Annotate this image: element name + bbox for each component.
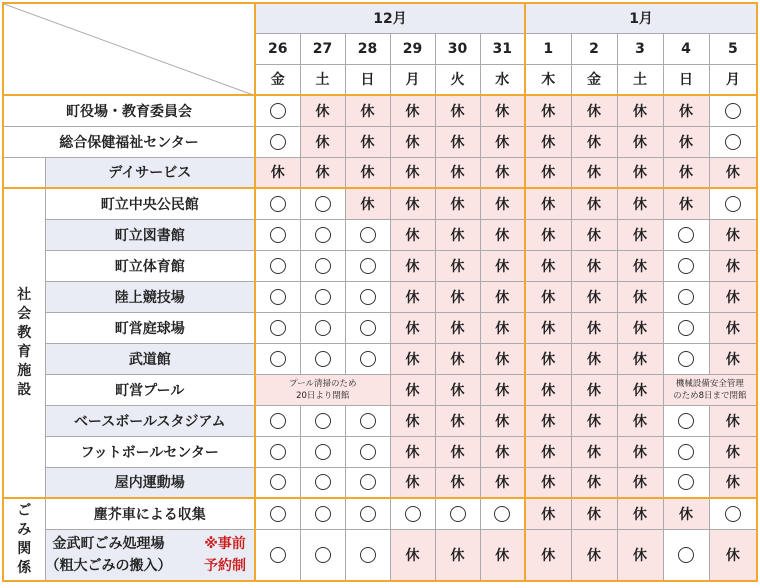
row-label: 武道館 — [45, 343, 255, 374]
day-number: 28 — [345, 33, 390, 64]
closed-cell: 休 — [663, 126, 709, 157]
open-cell — [709, 498, 757, 529]
circle-icon — [678, 474, 694, 490]
closed-cell: 休 — [480, 188, 525, 219]
row-label-waste-plant — [45, 529, 255, 581]
circle-icon — [360, 258, 376, 274]
closed-cell: 休 — [345, 126, 390, 157]
open-cell — [255, 281, 300, 312]
open-cell — [255, 312, 300, 343]
day-number: 1 — [525, 33, 571, 64]
waste-plant-name: 金武町ごみ処理場 — [52, 535, 165, 552]
corner-diagonal — [4, 4, 255, 95]
closed-cell: 休 — [525, 250, 571, 281]
closed-cell: 休 — [525, 405, 571, 436]
day-number: 4 — [663, 33, 709, 64]
weekday: 日 — [663, 64, 709, 95]
closed-cell: 休 — [525, 281, 571, 312]
group-label-char: 係 — [17, 559, 32, 576]
day-number: 2 — [571, 33, 617, 64]
closed-cell: 休 — [480, 343, 525, 374]
closed-cell: 休 — [617, 498, 663, 529]
closed-cell: 休 — [300, 95, 345, 126]
closed-cell: 休 — [300, 126, 345, 157]
closed-cell: 休 — [390, 405, 435, 436]
circle-icon — [678, 258, 694, 274]
closed-cell: 休 — [390, 157, 435, 188]
circle-icon — [315, 351, 331, 367]
closed-cell: 休 — [480, 467, 525, 498]
closed-cell: 休 — [390, 188, 435, 219]
closed-cell: 休 — [480, 529, 525, 581]
month-row — [3, 3, 757, 33]
circle-icon — [315, 547, 331, 563]
row-tennis — [3, 312, 757, 343]
open-cell — [255, 498, 300, 529]
row-football — [3, 436, 757, 467]
circle-icon — [315, 506, 331, 522]
group-label-char: ご — [17, 502, 32, 519]
row-label: 町役場・教育委員会 — [3, 95, 255, 126]
open-cell — [663, 436, 709, 467]
weekday: 木 — [525, 64, 571, 95]
closed-cell: 休 — [617, 405, 663, 436]
open-cell — [300, 250, 345, 281]
closed-cell: 休 — [480, 312, 525, 343]
open-cell — [663, 405, 709, 436]
closed-cell: 休 — [435, 281, 480, 312]
open-cell — [709, 188, 757, 219]
circle-icon — [678, 351, 694, 367]
day-number: 30 — [435, 33, 480, 64]
open-cell — [345, 312, 390, 343]
closed-cell: 休 — [663, 188, 709, 219]
circle-icon — [494, 506, 510, 522]
closed-cell: 休 — [480, 95, 525, 126]
closed-cell: 休 — [480, 405, 525, 436]
closed-cell: 休 — [571, 374, 617, 405]
closed-cell: 休 — [617, 467, 663, 498]
closed-cell: 休 — [617, 436, 663, 467]
open-cell — [300, 498, 345, 529]
open-cell — [300, 281, 345, 312]
closed-cell: 休 — [390, 529, 435, 581]
open-cell — [345, 250, 390, 281]
closed-cell: 休 — [709, 250, 757, 281]
circle-icon — [270, 320, 286, 336]
open-cell — [709, 126, 757, 157]
row-label: フットボールセンター — [45, 436, 255, 467]
closed-cell: 休 — [571, 157, 617, 188]
open-cell — [255, 126, 300, 157]
group-label-char: 設 — [17, 382, 32, 398]
closed-cell: 休 — [617, 95, 663, 126]
open-cell — [255, 95, 300, 126]
closed-cell: 休 — [390, 95, 435, 126]
circle-icon — [315, 320, 331, 336]
circle-icon — [270, 506, 286, 522]
circle-icon — [678, 227, 694, 243]
circle-icon — [270, 196, 286, 212]
closed-cell: 休 — [390, 374, 435, 405]
open-cell — [663, 250, 709, 281]
open-cell — [345, 219, 390, 250]
closed-cell: 休 — [663, 95, 709, 126]
open-cell — [255, 188, 300, 219]
closed-cell: 休 — [525, 343, 571, 374]
circle-icon — [315, 258, 331, 274]
closed-cell: 休 — [525, 498, 571, 529]
closed-cell: 休 — [525, 95, 571, 126]
open-cell — [300, 529, 345, 581]
closed-cell: 休 — [435, 219, 480, 250]
row-dust-cart — [3, 498, 757, 529]
weekday: 月 — [390, 64, 435, 95]
closed-cell: 休 — [571, 126, 617, 157]
row-label: デイサービス — [45, 157, 255, 188]
note-line: のため8日まで閉館 — [673, 390, 747, 401]
row-label: 屋内運動場 — [45, 467, 255, 498]
day-number: 3 — [617, 33, 663, 64]
circle-icon — [405, 506, 421, 522]
closed-cell: 休 — [480, 219, 525, 250]
open-cell — [255, 436, 300, 467]
closed-cell: 休 — [617, 374, 663, 405]
closed-cell: 休 — [709, 281, 757, 312]
open-cell — [300, 219, 345, 250]
closed-cell: 休 — [345, 188, 390, 219]
row-label: 塵芥車による収集 — [45, 498, 255, 529]
group-label-social — [3, 188, 45, 498]
row-welfare — [3, 126, 757, 157]
circle-icon — [360, 547, 376, 563]
group-label-char: 育 — [17, 344, 32, 360]
group-label-garbage — [3, 498, 45, 581]
group-label-char: 関 — [17, 540, 32, 557]
open-cell — [663, 219, 709, 250]
closed-cell: 休 — [435, 374, 480, 405]
closed-cell: 休 — [525, 126, 571, 157]
closed-cell: 休 — [571, 498, 617, 529]
closed-cell: 休 — [435, 95, 480, 126]
closed-cell: 休 — [525, 436, 571, 467]
day-number: 29 — [390, 33, 435, 64]
note-line: 機械設備安全管理 — [675, 378, 744, 389]
group-label-char: 会 — [17, 306, 32, 322]
closed-cell: 休 — [300, 157, 345, 188]
open-cell — [663, 343, 709, 374]
closed-cell: 休 — [571, 529, 617, 581]
open-cell — [663, 529, 709, 581]
open-cell — [345, 436, 390, 467]
closed-cell: 休 — [525, 374, 571, 405]
open-cell — [255, 467, 300, 498]
circle-icon — [360, 474, 376, 490]
row-label: 総合保健福祉センター — [3, 126, 255, 157]
closed-cell: 休 — [345, 157, 390, 188]
group-label-char: 社 — [17, 287, 32, 303]
open-cell — [300, 405, 345, 436]
open-cell — [300, 467, 345, 498]
closed-cell: 休 — [709, 157, 757, 188]
weekday: 火 — [435, 64, 480, 95]
closed-cell: 休 — [390, 250, 435, 281]
circle-icon — [360, 506, 376, 522]
closed-cell: 休 — [390, 436, 435, 467]
row-label: 町立中央公民館 — [45, 188, 255, 219]
weekday: 土 — [617, 64, 663, 95]
closed-cell: 休 — [525, 312, 571, 343]
reservation-note: 予約制 — [204, 557, 246, 574]
circle-icon — [270, 227, 286, 243]
closed-cell: 休 — [435, 250, 480, 281]
closed-cell: 休 — [525, 157, 571, 188]
closed-cell: 休 — [617, 343, 663, 374]
closed-cell: 休 — [617, 529, 663, 581]
row-label: 陸上競技場 — [45, 281, 255, 312]
closed-cell: 休 — [709, 467, 757, 498]
closed-cell: 休 — [709, 529, 757, 581]
circle-icon — [678, 444, 694, 460]
weekday: 金 — [255, 64, 300, 95]
open-cell — [663, 281, 709, 312]
row-day-service — [3, 157, 757, 188]
circle-icon — [270, 444, 286, 460]
circle-icon — [315, 413, 331, 429]
closed-cell: 休 — [480, 157, 525, 188]
circle-icon — [360, 227, 376, 243]
closed-cell: 休 — [709, 312, 757, 343]
closed-cell: 休 — [571, 343, 617, 374]
closed-cell: 休 — [617, 219, 663, 250]
closed-cell: 休 — [435, 529, 480, 581]
closed-cell: 休 — [480, 436, 525, 467]
closed-cell: 休 — [435, 405, 480, 436]
circle-icon — [315, 196, 331, 212]
circle-icon — [360, 351, 376, 367]
closed-cell: 休 — [435, 467, 480, 498]
closed-cell: 休 — [525, 467, 571, 498]
closed-cell: 休 — [435, 436, 480, 467]
closed-cell: 休 — [663, 498, 709, 529]
weekday: 水 — [480, 64, 525, 95]
open-cell — [435, 498, 480, 529]
closed-cell: 休 — [390, 126, 435, 157]
circle-icon — [360, 320, 376, 336]
circle-icon — [270, 103, 286, 119]
closed-cell: 休 — [525, 219, 571, 250]
closed-cell: 休 — [663, 157, 709, 188]
circle-icon — [270, 258, 286, 274]
circle-icon — [725, 196, 741, 212]
closed-cell: 休 — [617, 188, 663, 219]
open-cell — [390, 498, 435, 529]
closed-cell: 休 — [390, 467, 435, 498]
group-label-char: 教 — [17, 325, 32, 341]
open-cell — [255, 250, 300, 281]
row-label: 町立図書館 — [45, 219, 255, 250]
open-cell — [300, 312, 345, 343]
closed-cell: 休 — [435, 343, 480, 374]
open-cell — [255, 529, 300, 581]
weekday: 土 — [300, 64, 345, 95]
circle-icon — [270, 351, 286, 367]
holiday-schedule-table — [2, 2, 758, 582]
open-cell — [255, 343, 300, 374]
weekday: 日 — [345, 64, 390, 95]
waste-plant-sub: （粗大ごみの搬入） — [45, 557, 172, 574]
row-label: 町営庭球場 — [45, 312, 255, 343]
note-line: プール清掃のため — [288, 378, 357, 389]
reservation-note: ※事前 — [204, 535, 246, 552]
note-line: 20日より閉館 — [296, 390, 350, 401]
day-number: 5 — [709, 33, 757, 64]
closed-cell: 休 — [571, 250, 617, 281]
closed-cell: 休 — [480, 250, 525, 281]
row-town-hall — [3, 95, 757, 126]
open-cell — [345, 281, 390, 312]
circle-icon — [725, 506, 741, 522]
open-cell — [300, 436, 345, 467]
row-label: 町営プール — [45, 374, 255, 405]
closed-cell: 休 — [709, 219, 757, 250]
open-cell — [345, 405, 390, 436]
row-pool — [3, 374, 757, 405]
circle-icon — [270, 134, 286, 150]
closed-cell: 休 — [617, 250, 663, 281]
open-cell — [345, 498, 390, 529]
row-community — [3, 188, 757, 219]
open-cell — [345, 467, 390, 498]
closed-cell: 休 — [480, 126, 525, 157]
open-cell — [480, 498, 525, 529]
circle-icon — [270, 474, 286, 490]
row-library — [3, 219, 757, 250]
closed-cell: 休 — [435, 157, 480, 188]
row-baseball — [3, 405, 757, 436]
closed-cell: 休 — [571, 405, 617, 436]
closed-cell: 休 — [571, 281, 617, 312]
closed-cell: 休 — [255, 157, 300, 188]
open-cell — [255, 219, 300, 250]
closed-cell: 休 — [525, 188, 571, 219]
row-waste-plant — [3, 529, 757, 581]
circle-icon — [678, 320, 694, 336]
circle-icon — [678, 289, 694, 305]
open-cell — [663, 467, 709, 498]
circle-icon — [360, 444, 376, 460]
row-label: ベースボールスタジアム — [45, 405, 255, 436]
open-cell — [345, 529, 390, 581]
row-track — [3, 281, 757, 312]
closed-cell: 休 — [435, 312, 480, 343]
closed-cell: 休 — [571, 219, 617, 250]
circle-icon — [360, 413, 376, 429]
circle-icon — [725, 103, 741, 119]
circle-icon — [315, 444, 331, 460]
closed-cell: 休 — [617, 126, 663, 157]
row-indoor — [3, 467, 757, 498]
closed-cell: 休 — [709, 436, 757, 467]
circle-icon — [450, 506, 466, 522]
row-gym — [3, 250, 757, 281]
closed-cell: 休 — [390, 343, 435, 374]
open-cell — [709, 95, 757, 126]
closed-cell: 休 — [709, 405, 757, 436]
open-cell — [300, 188, 345, 219]
closed-cell: 休 — [390, 281, 435, 312]
open-cell — [345, 343, 390, 374]
closed-cell: 休 — [617, 281, 663, 312]
open-cell — [300, 343, 345, 374]
closed-cell: 休 — [709, 343, 757, 374]
month-dec: 12月 — [255, 3, 525, 33]
circle-icon — [270, 413, 286, 429]
closed-cell: 休 — [571, 312, 617, 343]
closed-cell: 休 — [345, 95, 390, 126]
row-label: 町立体育館 — [45, 250, 255, 281]
weekday: 月 — [709, 64, 757, 95]
circle-icon — [270, 289, 286, 305]
closed-cell: 休 — [390, 312, 435, 343]
closed-cell: 休 — [480, 281, 525, 312]
group-label-char: 施 — [17, 363, 32, 379]
day-number: 27 — [300, 33, 345, 64]
closed-cell: 休 — [390, 219, 435, 250]
open-cell — [255, 405, 300, 436]
closed-cell: 休 — [571, 188, 617, 219]
indent-cell — [3, 157, 45, 188]
day-number: 26 — [255, 33, 300, 64]
closed-cell: 休 — [617, 312, 663, 343]
circle-icon — [360, 289, 376, 305]
circle-icon — [270, 547, 286, 563]
open-cell — [663, 312, 709, 343]
circle-icon — [678, 413, 694, 429]
circle-icon — [315, 474, 331, 490]
circle-icon — [315, 289, 331, 305]
closed-cell: 休 — [480, 374, 525, 405]
circle-icon — [315, 227, 331, 243]
row-budokan — [3, 343, 757, 374]
weekday: 金 — [571, 64, 617, 95]
closed-cell: 休 — [617, 157, 663, 188]
closed-cell: 休 — [571, 467, 617, 498]
closed-cell: 休 — [571, 95, 617, 126]
group-label-char: み — [17, 521, 32, 538]
closed-cell: 休 — [435, 188, 480, 219]
circle-icon — [678, 547, 694, 563]
pool-note-dec — [255, 374, 390, 405]
pool-note-jan — [663, 374, 757, 405]
month-jan: 1月 — [525, 3, 757, 33]
circle-icon — [725, 134, 741, 150]
day-number: 31 — [480, 33, 525, 64]
closed-cell: 休 — [435, 126, 480, 157]
corner-cell — [3, 3, 255, 95]
closed-cell: 休 — [571, 436, 617, 467]
closed-cell: 休 — [525, 529, 571, 581]
